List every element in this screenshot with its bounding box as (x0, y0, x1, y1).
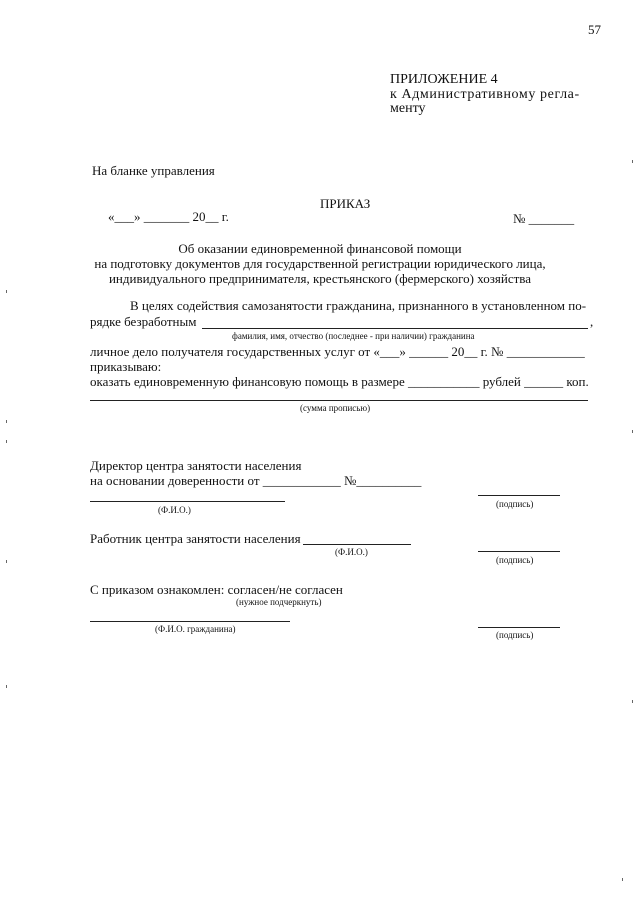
fio-fill-line (202, 328, 588, 329)
order-word: приказываю: (90, 359, 162, 374)
appendix-line2: к Административному регла- (390, 87, 580, 102)
citizen-signature-hint: (подпись) (496, 630, 534, 640)
body-comma: , (590, 314, 594, 329)
scan-artifact (632, 160, 633, 163)
director-fio-line (90, 501, 285, 502)
grant-line: оказать единовременную финансовую помощь в размере ___________ рублей ______ коп. (90, 374, 589, 389)
citizen-fio-hint: (Ф.И.О. гражданина) (155, 624, 236, 634)
order-title: ПРИКАЗ (320, 196, 371, 211)
subject-line2: на подготовку документов для государственной регистрации юридического лица, (94, 256, 546, 271)
scan-artifact (6, 685, 7, 688)
acknowledgement-line: С приказом ознакомлен: согласен/не согласен (90, 582, 343, 597)
citizen-signature-line (478, 627, 560, 628)
worker-signature-hint: (подпись) (496, 555, 534, 565)
worker-line: Работник центра занятости населения (90, 531, 301, 546)
scan-artifact (632, 430, 633, 433)
scan-artifact (632, 700, 633, 703)
scan-artifact (622, 878, 623, 881)
director-line1: Директор центра занятости населения (90, 458, 302, 473)
letterhead-note: На бланке управления (92, 163, 215, 178)
acknowledgement-hint: (нужное подчеркнуть) (236, 597, 322, 607)
scan-artifact (6, 420, 7, 423)
worker-fio-hint: (Ф.И.О.) (335, 547, 368, 557)
worker-fio-line (303, 544, 411, 545)
scan-artifact (6, 560, 7, 563)
director-signature-line (478, 495, 560, 496)
appendix-title: ПРИЛОЖЕНИЕ 4 (390, 72, 498, 87)
page-number: 57 (588, 22, 601, 37)
body-paragraph-line1: В целях содействия самозанятости гражданина, признанного в установленном по- (130, 298, 587, 313)
sum-hint: (сумма прописью) (300, 403, 371, 413)
body-paragraph-line2: рядке безработным (90, 314, 197, 329)
order-number: № _______ (513, 211, 575, 226)
scan-artifact (6, 440, 7, 443)
case-line: личное дело получателя государственных услуг от «___» ______ 20__ г. № ____________ (90, 344, 585, 359)
fio-hint: фамилия, имя, отчество (последнее - при наличии) гражданина (232, 331, 475, 341)
director-line2: на основании доверенности от ____________ №__________ (90, 473, 422, 488)
scan-artifact (6, 290, 7, 293)
director-signature-hint: (подпись) (496, 499, 534, 509)
appendix-line3: менту (390, 101, 426, 116)
sum-fill-line (90, 400, 588, 401)
citizen-fio-line (90, 621, 290, 622)
director-fio-hint: (Ф.И.О.) (158, 505, 191, 515)
subject-line3: индивидуального предпринимателя, крестьянского (фермерского) хозяйства (108, 271, 532, 286)
subject-line1: Об оказании единовременной финансовой помощи (178, 241, 462, 256)
worker-signature-line (478, 551, 560, 552)
order-date: «___» _______ 20__ г. (108, 209, 229, 224)
